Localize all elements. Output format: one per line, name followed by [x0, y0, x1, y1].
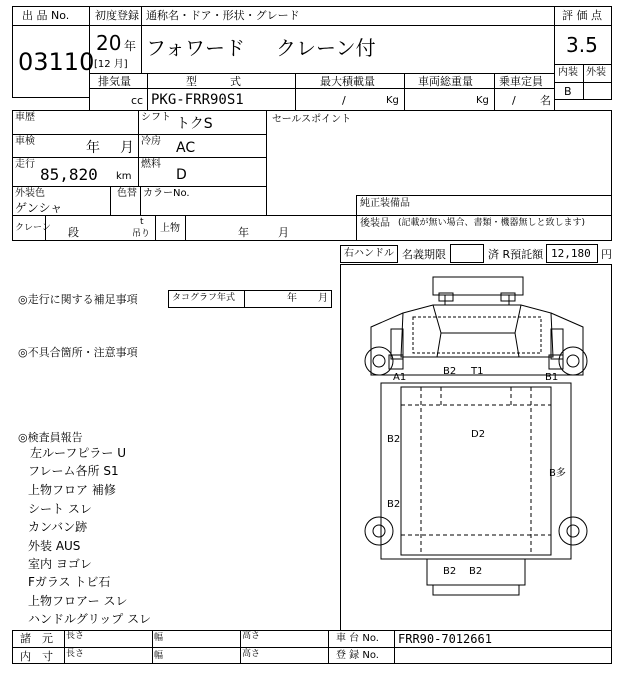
shift-value: トクS: [176, 116, 213, 132]
damage-mark: D2: [471, 429, 486, 440]
aftermarket-label: 後装品: [360, 218, 390, 229]
upper-year-unit: 年: [238, 226, 249, 239]
inspector-item: Fガラス トビ石: [28, 575, 111, 589]
right-hand-label: 右ハンドル: [344, 248, 394, 259]
width-label: 幅: [154, 633, 164, 643]
chassis-label: 車 台 No.: [336, 633, 379, 644]
recycle-label: 済 R預託額: [488, 248, 544, 261]
inspector-item: フレーム各所 S1: [28, 464, 119, 478]
crane-stage-unit: 段: [68, 226, 79, 239]
first-reg-label: 初度登録: [95, 9, 139, 22]
registration-label: 登 録 No.: [336, 650, 379, 661]
inspector-item: 左ルーフピラー U: [30, 446, 126, 460]
inspector-item: シート スレ: [28, 502, 92, 516]
mileage-unit: km: [116, 171, 132, 182]
lot-number: 03110: [18, 48, 95, 76]
mileage-value: 85,820: [40, 165, 98, 184]
inspector-item: 上物フロア 補修: [28, 483, 116, 497]
inspector-item: カンバン跡: [28, 520, 88, 534]
crane-t-unit: t: [140, 217, 144, 227]
shift-label: シフト: [141, 112, 171, 123]
tacho-year-unit: 年: [287, 293, 297, 304]
exterior-label: 外装: [586, 67, 606, 78]
inspector-report-label: ◎検査員報告: [18, 431, 83, 444]
mileage-label: 走行: [15, 159, 35, 170]
grade: クレーン付: [276, 36, 376, 60]
inspection-label: 車検: [15, 136, 35, 147]
inspection-month-unit: 月: [120, 140, 134, 156]
score-value: 3.5: [566, 33, 598, 57]
ac-value: AC: [176, 140, 196, 156]
color-code-label: カラーNo.: [143, 188, 190, 199]
damage-mark: T1: [471, 366, 484, 377]
model-code: PKG-FRR90S1: [151, 92, 244, 108]
gross-weight-label: 車両総重量: [418, 75, 473, 88]
crane-label: クレーン: [15, 223, 51, 233]
reg-year-unit: 年: [124, 39, 137, 53]
fuel-value: D: [176, 167, 187, 183]
defects-label: ◎不具合箇所・注意事項: [18, 346, 138, 359]
upper-month-unit: 月: [278, 226, 289, 239]
aftermarket-note: (記載が無い場合、書類・機器無しと致します): [398, 218, 586, 228]
score-label: 評 価 点: [562, 9, 602, 22]
inspector-item: 外装 AUS: [28, 539, 81, 553]
sales-point-label: セールスポイント: [272, 114, 352, 125]
capacity-slash: /: [512, 94, 516, 107]
width-label-2: 幅: [154, 651, 164, 661]
ext-color-label: 外装色: [15, 188, 45, 199]
length-label-2: 長さ: [66, 649, 85, 659]
fuel-label: 燃料: [141, 159, 161, 170]
damage-mark: B2: [443, 366, 457, 377]
damage-mark: B多: [549, 468, 566, 479]
ext-color-value: ゲンシャ: [15, 201, 63, 215]
length-label: 長さ: [66, 631, 85, 641]
damage-mark: B2: [387, 434, 401, 445]
interior-label: 内装: [558, 67, 578, 78]
dims-label: 諸 元: [20, 632, 53, 645]
capacity-label: 乗車定員: [499, 75, 543, 88]
truck-diagram-frame: [340, 264, 612, 631]
name-label: 通称名・ドア・形状・グレード: [146, 9, 300, 22]
recycle-amount: 12,180: [551, 247, 591, 260]
color-change-label: 色替: [117, 188, 137, 199]
chassis-number: FRR90-7012661: [398, 632, 492, 646]
displacement-unit: cc: [131, 94, 144, 107]
max-load-unit: Kg: [386, 95, 399, 106]
damage-mark: B2: [469, 566, 483, 577]
name-change-box: [450, 244, 484, 263]
inspector-item: ハンドルグリップ スレ: [28, 612, 152, 626]
max-load-label: 最大積載量: [320, 75, 375, 88]
reg-month: [12 月]: [94, 59, 128, 70]
height-label-2: 高さ: [242, 649, 261, 659]
damage-mark: A1: [393, 372, 407, 383]
damage-mark: B2: [443, 566, 457, 577]
model-name: フォワード: [146, 36, 245, 60]
tacho-month-unit: 月: [318, 293, 328, 304]
interior-grade: B: [564, 85, 572, 98]
crane-lift-unit: 吊り: [132, 229, 151, 239]
name-change-label: 名義期限: [402, 248, 446, 261]
ac-label: 冷房: [141, 136, 161, 147]
capacity-unit: 名: [540, 94, 551, 107]
upper-label: 上物: [160, 223, 180, 234]
damage-mark: B2: [387, 499, 401, 510]
inspector-item: 上物フロアー スレ: [28, 594, 128, 608]
tacho-label: タコグラフ年式: [172, 293, 236, 303]
interior-dims-label: 内 寸: [20, 650, 53, 663]
displacement-label: 排気量: [98, 75, 131, 88]
height-label: 高さ: [242, 631, 261, 641]
inspection-year-unit: 年: [86, 140, 100, 156]
inspector-item: 室内 ヨゴレ: [28, 557, 92, 571]
reg-year: 20: [96, 31, 122, 55]
history-label: 車歴: [15, 112, 35, 123]
gross-weight-unit: Kg: [476, 95, 489, 106]
max-load-slash: /: [342, 94, 346, 107]
genuine-equipment-label: 純正装備品: [360, 198, 410, 209]
driving-notes-label: ◎走行に関する補足事項: [18, 293, 138, 306]
lot-label: 出 品 No.: [22, 9, 70, 22]
damage-mark: B1: [545, 372, 559, 383]
model-code-label: 型 式: [186, 75, 241, 88]
recycle-unit: 円: [601, 248, 612, 261]
